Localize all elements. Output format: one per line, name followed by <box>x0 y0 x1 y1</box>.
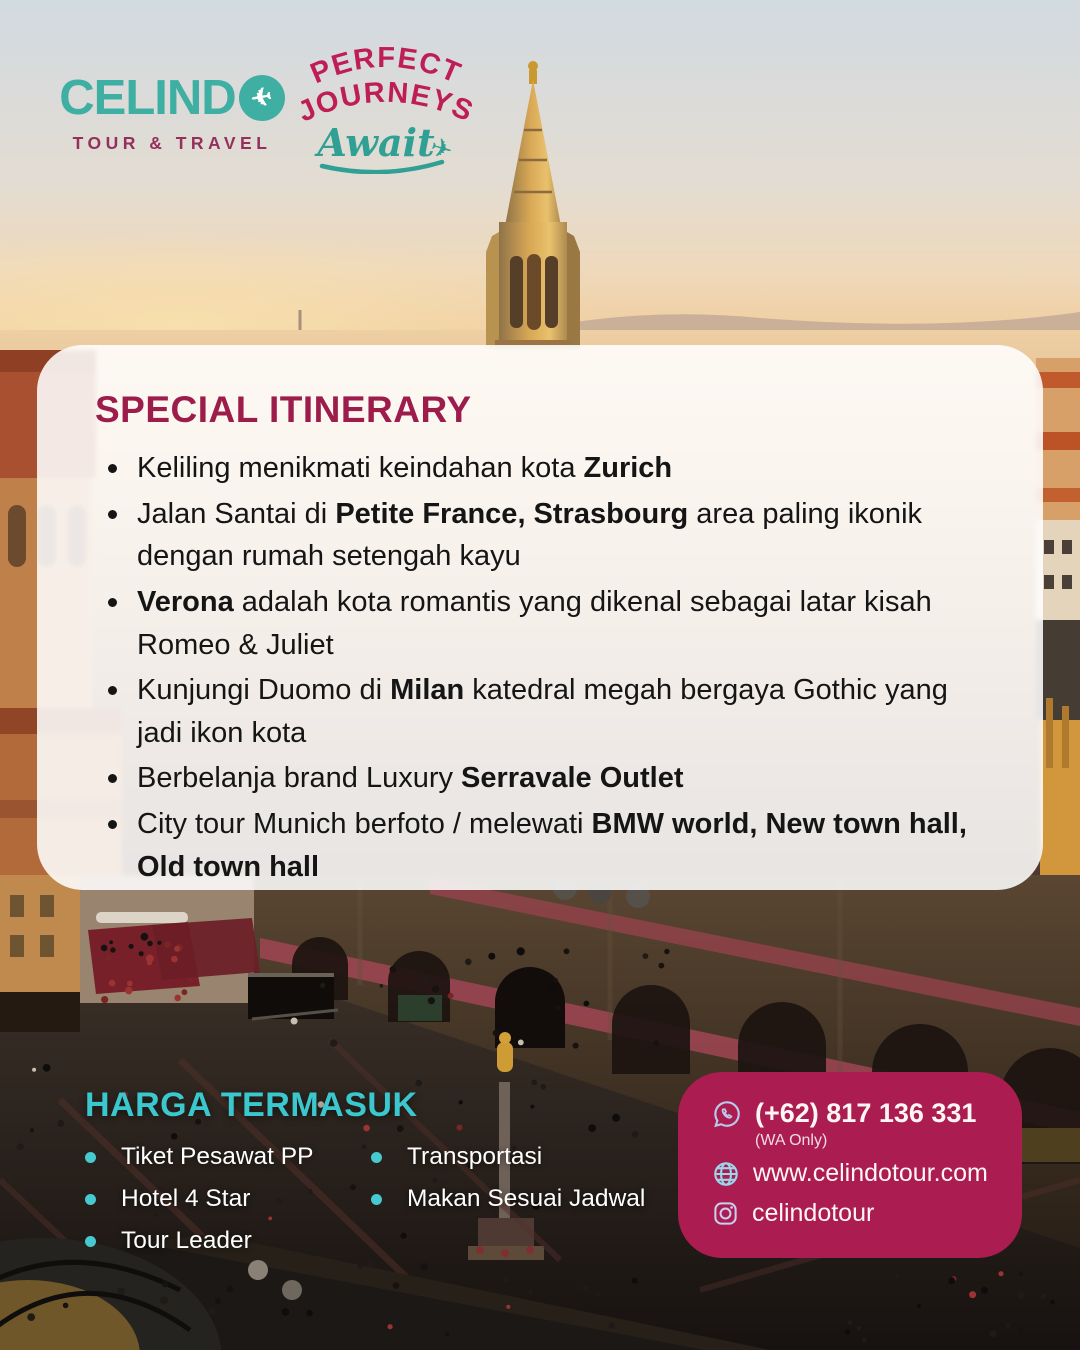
itinerary-item: Berbelanja brand Luxury Serravale Outlet <box>95 757 995 800</box>
bullet-dot <box>371 1152 382 1163</box>
instagram-handle: celindotour <box>752 1199 875 1227</box>
itinerary-list <box>95 447 995 888</box>
bullet-dot <box>85 1194 96 1205</box>
itinerary-item: Kunjungi Duomo di Milan katedral megah bergaya Gothic yang jadi ikon kota <box>95 669 995 754</box>
celindo-name: CELIND <box>59 71 236 125</box>
included-item <box>371 1143 645 1171</box>
included-section <box>85 1086 645 1269</box>
celindo-tagline: TOUR & TRAVEL <box>72 133 272 153</box>
itinerary-item: Keliling menikmati keindahan kota Zurich <box>95 447 995 490</box>
itinerary-item: Jalan Santai di Petite France, Strasbourg area paling ikonik dengan rumah setengah kayu <box>95 493 995 578</box>
globe-icon <box>712 1160 740 1188</box>
included-item-label: Tiket Pesawat PP <box>121 1143 314 1170</box>
await-text: Await <box>317 120 435 165</box>
celindo-logo <box>54 70 290 154</box>
itinerary-item: City tour Munich berfoto / melewati BMW world, New town hall, Old town hall <box>95 803 995 888</box>
website-contact[interactable] <box>712 1159 1022 1188</box>
itinerary-card <box>37 345 1043 890</box>
website-url: www.celindotour.com <box>753 1159 988 1187</box>
bullet-dot <box>85 1152 96 1163</box>
itinerary-title: SPECIAL ITINERARY <box>95 389 472 430</box>
included-title: HARGA TERMASUK <box>85 1086 418 1124</box>
included-item-label: Hotel 4 Star <box>121 1185 251 1212</box>
plane-icon: ✈ <box>426 131 457 166</box>
instagram-contact[interactable] <box>712 1199 1022 1228</box>
bullet-dot <box>85 1236 96 1247</box>
included-columns <box>85 1143 645 1269</box>
phone-note: (WA Only) <box>755 1132 828 1149</box>
whatsapp-contact[interactable] <box>712 1098 1022 1129</box>
contact-card <box>678 1072 1022 1258</box>
included-item-label: Tour Leader <box>121 1227 252 1254</box>
celindo-wordmark <box>54 70 290 126</box>
included-item-label: Transportasi <box>407 1143 543 1170</box>
included-item <box>85 1185 327 1213</box>
instagram-icon <box>712 1200 739 1227</box>
included-item <box>85 1143 327 1171</box>
svg-text:PERFECT <box>306 42 466 90</box>
perfect-text: PERFECT <box>305 41 467 91</box>
itinerary-item: Verona adalah kota romantis yang dikenal sebagai latar kisah Romeo & Juliet <box>95 581 995 666</box>
included-column-1 <box>85 1143 327 1269</box>
included-item <box>371 1185 645 1213</box>
bullet-dot <box>371 1194 382 1205</box>
phone-number: (+62) 817 136 331 <box>755 1098 977 1128</box>
included-item-label: Makan Sesuai Jadwal <box>407 1185 646 1212</box>
celindo-o-badge <box>239 75 285 121</box>
plane-icon: ✈ <box>249 81 274 114</box>
included-column-2 <box>371 1143 645 1269</box>
included-item <box>85 1227 327 1255</box>
perfect-journeys-logo <box>296 40 476 179</box>
whatsapp-icon <box>712 1099 742 1129</box>
journeys-text: JOURNEYS <box>296 76 476 129</box>
